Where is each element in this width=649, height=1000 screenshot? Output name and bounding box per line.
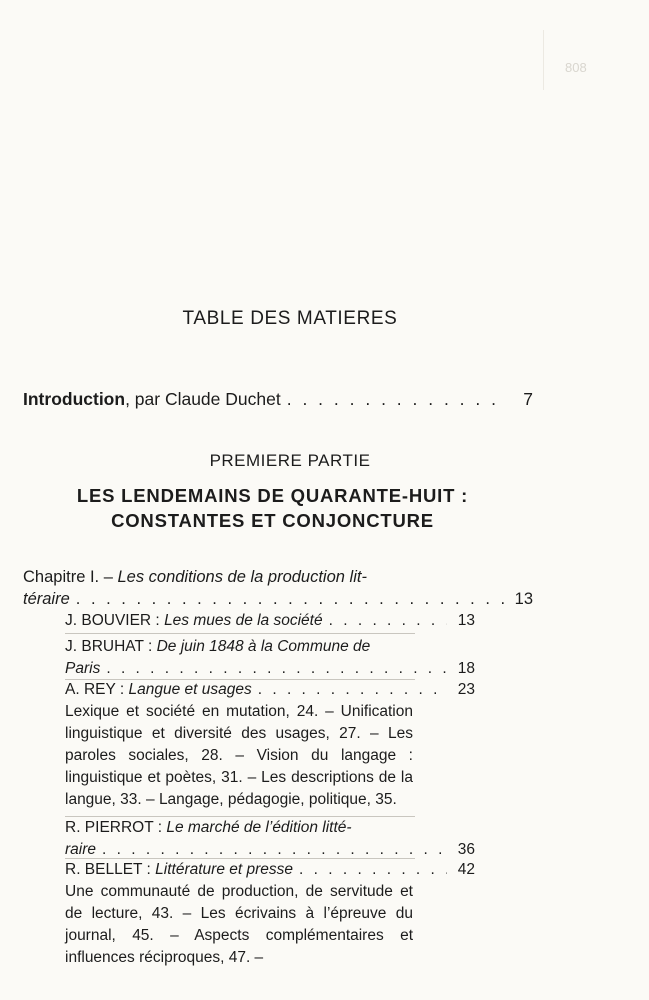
page-title: TABLE DES MATIERES xyxy=(182,308,398,329)
toc-entry-pierrot[interactable]: R. PIERROT : Le marché de l’édition litté- raire . . . 36 xyxy=(65,817,475,861)
chapter-title-line1: Chapitre I. – Les conditions de la production lit- xyxy=(23,568,367,586)
dot-leader xyxy=(258,679,447,701)
entry-page-number: 18 xyxy=(457,660,475,677)
chapter-title-line2: téraire xyxy=(23,590,70,608)
toc-entry-chapter-1[interactable] xyxy=(23,566,533,610)
toc-entry-bruhat[interactable]: J. BRUHAT : De juin 1848 à la Commune de Paris . . . 18 xyxy=(65,636,475,680)
entry-page-number: 36 xyxy=(457,841,475,858)
part-title: LES LENDEMAINS DE QUARANTE-HUIT : CONSTANTES ET CONJONCTURE xyxy=(76,485,469,531)
intro-page-number: 7 xyxy=(523,389,533,409)
dot-leader xyxy=(329,610,447,632)
toc-entry-introduction[interactable] xyxy=(23,389,533,410)
intro-title: Introduction, par Claude Duchet xyxy=(23,389,281,409)
entry-page-number: 13 xyxy=(457,612,475,629)
part-label: PREMIERE PARTIE xyxy=(209,451,371,470)
entry-summary: Une communauté de production, de servitude et de lecture, 43. – Les écrivains à l’épreuve du journal, 45. – Aspects complémentaires et influences réciproques, 47. – xyxy=(65,883,413,966)
dot-leader xyxy=(76,588,505,610)
dot-leader xyxy=(287,389,505,410)
toc-entry-bellet[interactable]: R. BELLET : Littérature et presse . . . 42 Une communauté de production, de servitude et de lecture, 43. – Les écrivains à l’épreuve du journal, 45. – Aspects complémentaires et influences réciproques, 47. – xyxy=(65,859,475,969)
dot-leader xyxy=(106,658,447,680)
bleed-through-page-number: 808 xyxy=(565,60,587,75)
toc-entry-bouvier[interactable]: J. BOUVIER : Les mues de la société . . . 13 xyxy=(65,610,475,632)
entry-page-number: 23 xyxy=(457,681,475,698)
page-gutter xyxy=(543,30,544,90)
chapter-page-number: 13 xyxy=(514,590,533,608)
entry-page-number: 42 xyxy=(457,861,475,878)
divider xyxy=(65,633,415,634)
entry-summary: Lexique et société en mutation, 24. – Unification linguistique et diversité des usages, 27. – Les paroles sociales, 28. – Vision du langage : linguistique et poètes, 31. – Les descriptions de la langue, 33. – Langage, pédagogie, politique, 35. xyxy=(65,703,413,808)
dot-leader xyxy=(299,859,447,881)
toc-entry-rey[interactable]: A. REY : Langue et usages . . . 23 Lexique et société en mutation, 24. – Unification linguistique et diversité des usages, 27. – Les paroles sociales, 28. – Vision du langage : linguistique et poètes, 31. – Les descriptions de la langue, 33. – Langage, pédagogie, politique, 35. xyxy=(65,679,475,811)
